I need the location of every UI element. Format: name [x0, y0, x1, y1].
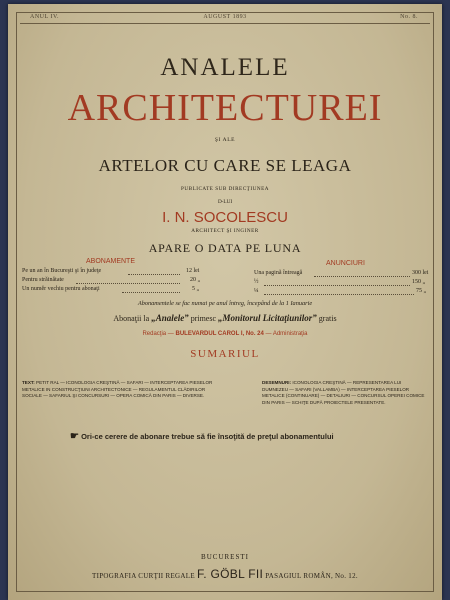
ad-value-1: 150 „ — [412, 279, 426, 285]
request-line — [70, 431, 334, 442]
footer-city: BUCURESTI — [201, 553, 249, 561]
subscription-value-2: 5 „ — [192, 286, 200, 292]
footer-printer-post: PASAGIUL ROMÂN, No. 12. — [265, 572, 358, 580]
header-rule — [20, 23, 430, 24]
magazine-cover — [8, 4, 442, 600]
frequency-line: APARE O DATA PE LUNA — [148, 241, 302, 255]
summary-heading: SUMARIUL — [190, 348, 260, 360]
summary-text-body: PETIT RAL — ICONOLOGIA CREŞTINĂ — SAFARI — INTERCEPTAREA PIESELOR METALICE IN CONSTRUCŢIUNI ARCHITECTONICE — REGULAMENTUL CLĂDIRILOR SOCIALE — SAFARIUL ŞI CONCURSURI — OPERA COMICĂ DIN PARIS — DIVERSE. — [22, 380, 213, 399]
footer-printer-pre: TIPOGRAFIA CURŢII REGALE — [92, 572, 195, 580]
ad-label-1: ½ — [254, 279, 259, 285]
summary-drawings-label: DESEMNURI: — [262, 380, 292, 385]
summary-drawings-column — [262, 380, 428, 406]
summary-text-column — [22, 380, 218, 400]
title-architecturei: ARCHITECTUREI — [67, 87, 383, 129]
subscriptions-heading: ABONAMENTE — [86, 258, 136, 265]
combo-monitorul: „Monitorul Licitaţiunilor” — [218, 313, 317, 323]
author-role: ARCHITECT ŞI INGINER — [191, 228, 259, 234]
footer-printer — [8, 567, 442, 581]
summary-text-label: TEXT: — [22, 380, 35, 385]
combo-mid: primesc — [190, 314, 217, 323]
issue-number: No. 8. — [400, 14, 418, 20]
ad-label-2: ¼ — [254, 288, 259, 294]
ad-label-0: Una pagină întreagă — [254, 270, 303, 276]
author-name: I. N. SOCOLESCU — [162, 209, 288, 226]
subscription-label-1: Pentru străinătate — [22, 277, 64, 283]
title-subtitle: ARTELOR CU CARE SE LEAGA — [98, 156, 352, 175]
volume-label: ANUL IV. — [30, 14, 59, 20]
summary-drawings-body: ICONOLOGIA CREŞTINĂ — REPRESENTAREA LUI DUMNEZEU — SAFARI (VALLAMBA) — INTERCEPTAREA PIESELOR METALICE (CONTINUARE) — DETALIURI — CONCURSUL OPEREI COMICE DIN PARIS — SCHIŢE DUPĂ PROIECTELE PRESENTATE. — [262, 380, 425, 405]
address-street: BULEVARDUL CAROL I, No. 24 — [175, 331, 264, 337]
combo-prefix: Abonaţii la — [113, 314, 150, 323]
title-analele: ANALELE — [160, 54, 290, 81]
issue-date: AUGUST 1893 — [203, 14, 247, 20]
dlui-label: D-LUI — [217, 199, 233, 205]
subscription-label-0: Pe un an în Bucureşti şi în judeţe — [22, 268, 102, 274]
subscription-notice: Abonamentele se fac numai pe anul întreg, începând de la 1 Ianuarie — [137, 300, 313, 307]
published-under: PUBLICATE SUB DIRECŢIUNEA — [180, 186, 269, 192]
title-conjunction: ŞI ALE — [214, 137, 236, 143]
subscription-label-2: Un numĕr vechiu pentru abonaţi — [22, 286, 100, 292]
subscription-value-1: 20 „ — [190, 277, 201, 283]
pointing-hand-icon: ☛ — [70, 431, 79, 442]
ads-heading: ANUNCIURI — [326, 260, 365, 267]
request-text: Ori-ce cerere de abonare trebue să fie însoţită de preţul abonamentului — [81, 432, 334, 441]
footer-printer-name: F. GÖBL FII — [196, 567, 264, 581]
address-administration: Administraţia — [272, 331, 308, 337]
address-redaction: Redacţia — [142, 331, 167, 337]
subscription-value-0: 12 lei — [186, 268, 200, 274]
combo-analele: „Analele” — [151, 313, 189, 323]
combo-suffix: gratis — [318, 314, 337, 323]
ad-value-0: 300 lei — [412, 270, 429, 276]
address-line: Redacţia — BULEVARDUL CAROL I, No. 24 — Administraţia — [142, 331, 308, 337]
ad-value-2: 75 „ — [416, 288, 427, 294]
combo-offer — [8, 313, 442, 323]
